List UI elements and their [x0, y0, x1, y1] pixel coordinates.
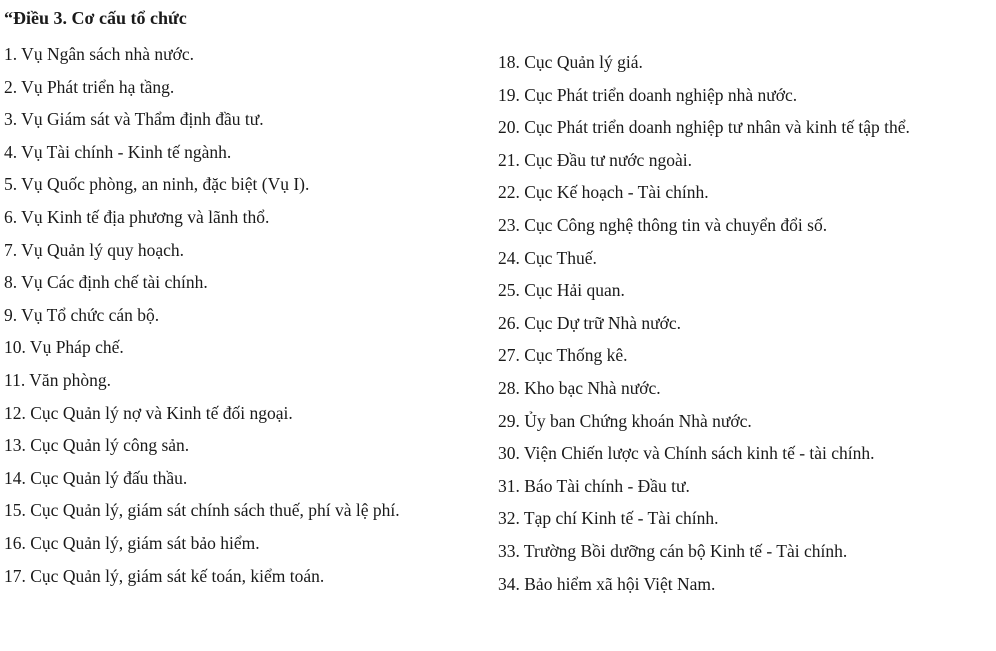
list-item: 24. Cục Thuế.	[498, 247, 597, 268]
list-item: 16. Cục Quản lý, giám sát bảo hiểm.	[4, 532, 260, 553]
list-item: 25. Cục Hải quan.	[498, 280, 625, 301]
list-item: 13. Cục Quản lý công sản.	[4, 435, 190, 456]
list-item: 4. Vụ Tài chính - Kinh tế ngành.	[4, 141, 232, 162]
list-item: 33. Trường Bồi dưỡng cán bộ Kinh tế - Tài chính.	[498, 540, 848, 561]
list-item: 27. Cục Thống kê.	[498, 345, 628, 366]
list-item: 10. Vụ Pháp chế.	[4, 337, 124, 358]
list-item: 14. Cục Quản lý đấu thầu.	[4, 467, 188, 488]
list-item: 1. Vụ Ngân sách nhà nước.	[4, 44, 194, 64]
list-item: 9. Vụ Tổ chức cán bộ.	[4, 304, 160, 325]
list-item: 19. Cục Phát triển doanh nghiệp nhà nước.	[498, 84, 798, 105]
list-item: 26. Cục Dự trữ Nhà nước.	[498, 312, 682, 333]
list-item: 15. Cục Quản lý, giám sát chính sách thuế, phí và lệ phí.	[4, 500, 400, 521]
list-item: 23. Cục Công nghệ thông tin và chuyển đổi số.	[498, 214, 828, 235]
list-item: 28. Kho bạc Nhà nước.	[498, 377, 661, 398]
list-item: 32. Tạp chí Kinh tế - Tài chính.	[498, 508, 719, 529]
list-item: 3. Vụ Giám sát và Thẩm định đầu tư.	[4, 109, 264, 130]
list-item: 30. Viện Chiến lược và Chính sách kinh tế - tài chính.	[498, 443, 875, 464]
list-item: 11. Văn phòng.	[4, 369, 111, 390]
list-item: 22. Cục Kế hoạch - Tài chính.	[498, 182, 709, 203]
org-list-right	[498, 46, 910, 600]
list-item: 8. Vụ Các định chế tài chính.	[4, 272, 208, 293]
article-heading: “Điều 3. Cơ cấu tổ chức	[4, 8, 187, 28]
list-item: 2. Vụ Phát triển hạ tầng.	[4, 76, 175, 97]
list-item: 34. Bảo hiểm xã hội Việt Nam.	[498, 573, 716, 594]
list-item: 29. Ủy ban Chứng khoán Nhà nước.	[498, 410, 752, 431]
list-item: 31. Báo Tài chính - Đầu tư.	[498, 475, 690, 496]
list-item: 20. Cục Phát triển doanh nghiệp tư nhân và kinh tế tập thể.	[498, 117, 910, 138]
list-item: 12. Cục Quản lý nợ và Kinh tế đối ngoại.	[4, 402, 293, 423]
list-item: 17. Cục Quản lý, giám sát kế toán, kiểm toán.	[4, 565, 325, 586]
list-item: 7. Vụ Quản lý quy hoạch.	[4, 239, 184, 260]
list-item: 18. Cục Quản lý giá.	[498, 52, 643, 72]
org-list-left	[4, 38, 400, 592]
list-item: 6. Vụ Kinh tế địa phương và lãnh thổ.	[4, 206, 270, 227]
list-item: 5. Vụ Quốc phòng, an ninh, đặc biệt (Vụ I).	[4, 174, 310, 195]
list-item: 21. Cục Đầu tư nước ngoài.	[498, 149, 692, 170]
